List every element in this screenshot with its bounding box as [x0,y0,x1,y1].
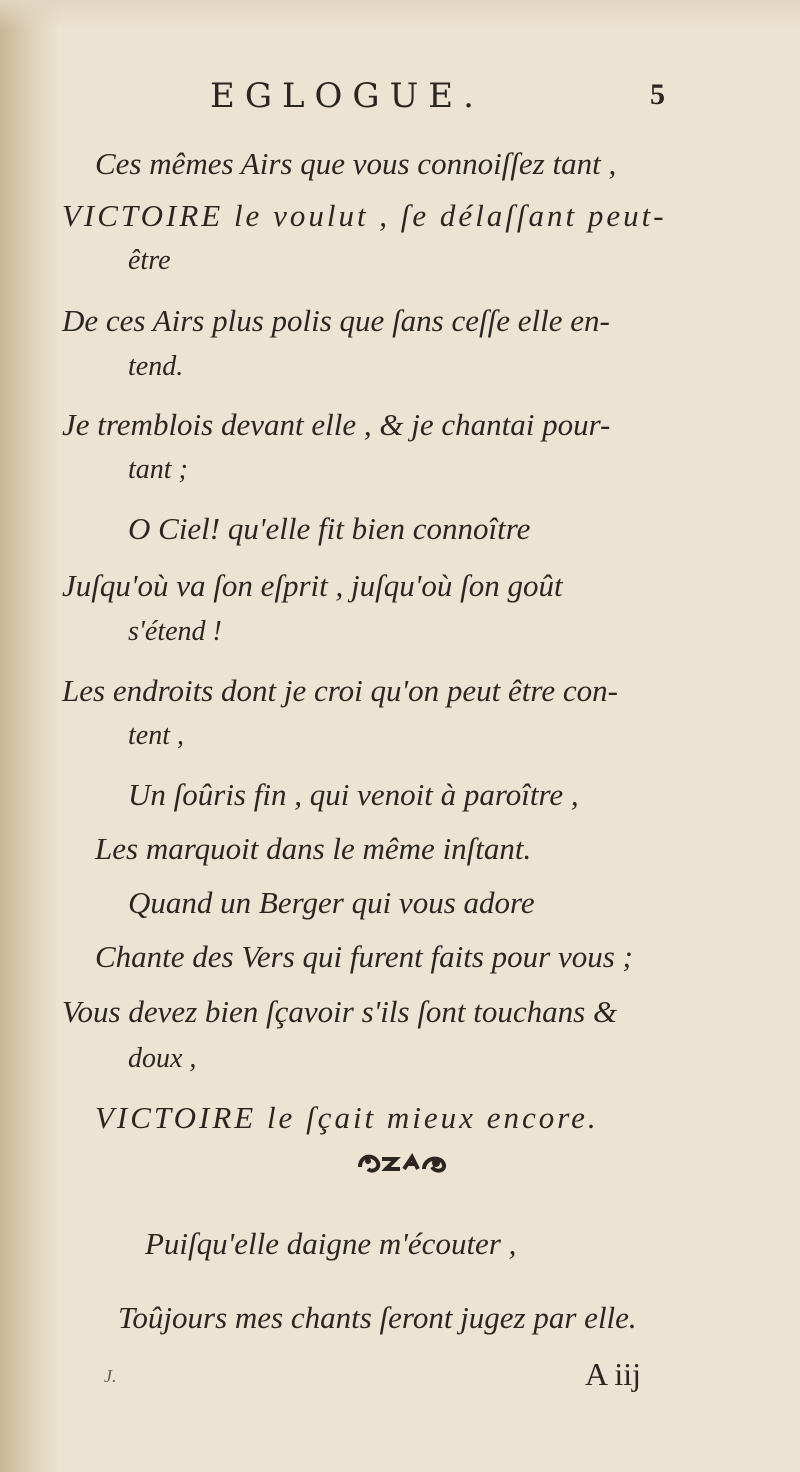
verse-line: doux , [128,1043,197,1074]
verse-line: Les marquoit dans le même inſtant. [95,831,532,866]
verse-line: Quand un Berger qui vous adore [128,885,535,920]
verse-line: VICTOIRE le voulut , ſe délaſſant peut- [62,198,667,233]
verse-line: Chante des Vers qui furent faits pour vous ; [95,939,633,974]
page-top-shadow [0,0,800,30]
verse-line: O Ciel! qu'elle fit bien connoître [128,511,531,546]
verse-line: Vous devez bien ſçavoir s'ils ſont touchans & [62,994,618,1029]
verse-line: Je tremblois devant elle , & je chantai pour- [62,407,611,442]
verse-line: De ces Airs plus polis que ſans ceſſe elle en- [62,303,610,338]
verse-line: Les endroits dont je croi qu'on peut être con- [62,673,618,708]
verse-line: tent , [128,720,184,751]
closing-line: Puiſqu'elle daigne m'écouter , [145,1226,517,1261]
verse-line: être [128,245,171,276]
page-edge-shadow [0,0,60,1472]
verse-line: Ces mêmes Airs que vous connoiſſez tant , [95,146,617,181]
closing-line: Toûjours mes chants ſeront jugez par elle. [118,1300,637,1335]
running-title: EGLOGUE. [210,76,484,116]
verse-line: VICTOIRE le ſçait mieux encore. [95,1100,599,1135]
page-header [0,76,800,120]
signature-mark: A iij [585,1356,642,1392]
verse-line: Un ſoûris fin , qui venoit à paroître , [128,777,579,812]
verse-line: tend. [128,351,184,382]
page-number: 5 [650,78,665,111]
verse-line: s'étend ! [128,616,222,647]
floral-ornament-icon [352,1145,452,1181]
verse-line: tant ; [128,454,188,485]
verse-line: Juſqu'où va ſon eſprit , juſqu'où ſon goût [62,568,563,603]
stray-mark: J. [104,1366,117,1386]
